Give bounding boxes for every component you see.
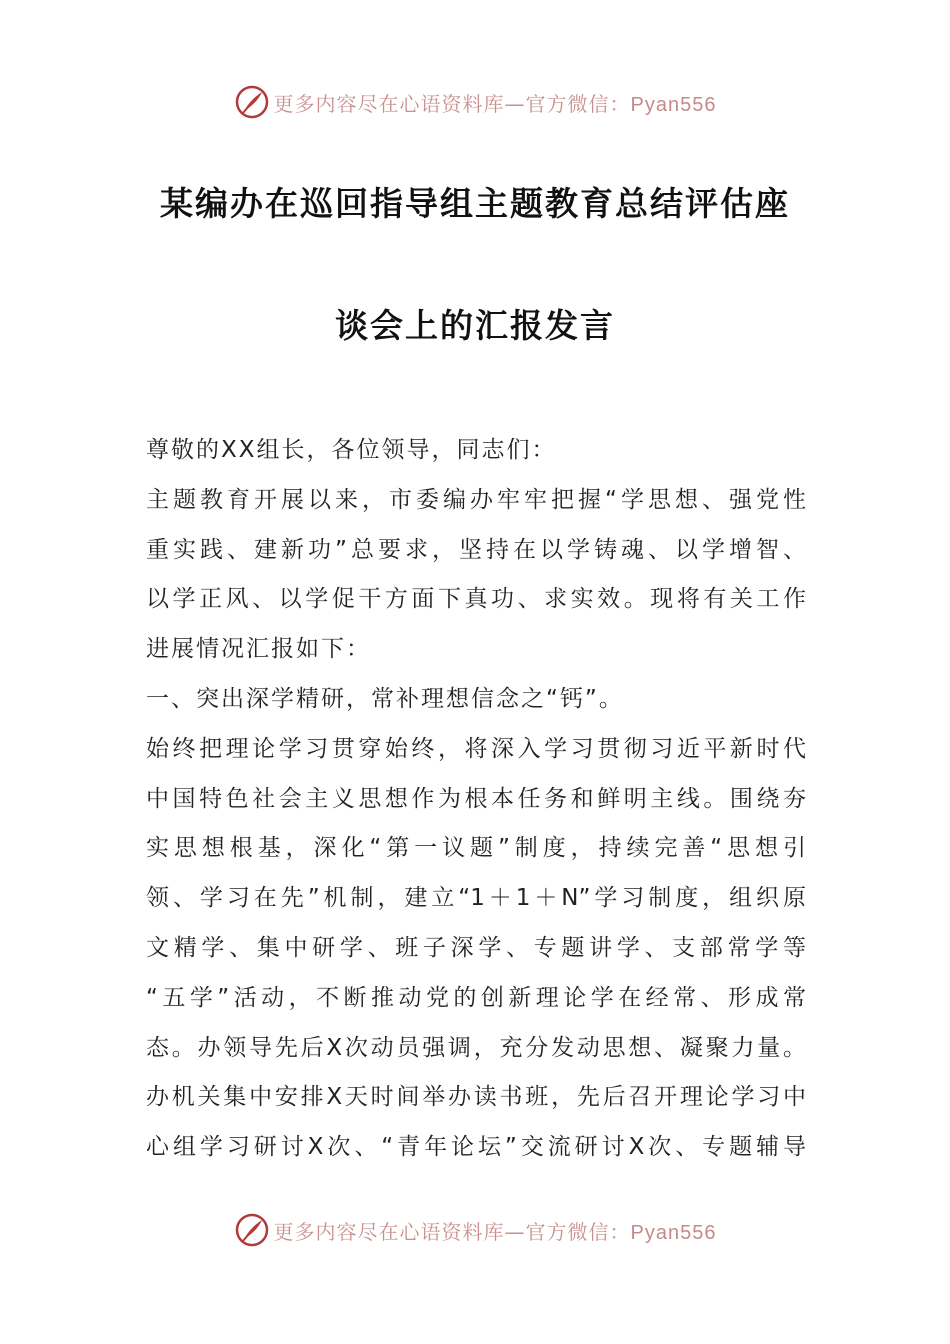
- body-line: 重实践、建新功”总要求，坚持在以学铸魂、以学增智、: [146, 536, 806, 563]
- watermark-banner-top: [0, 80, 950, 124]
- body-line: 以学正风、以学促干方面下真功、求实效。现将有关工作: [146, 586, 806, 613]
- document-title-line-1: 某编办在巡回指导组主题教育总结评估座: [160, 184, 790, 223]
- watermark-text: 更多内容尽在心语资料库—官方微信：Pyan556: [273, 91, 717, 116]
- body-line: “五学”活动，不断推动党的创新理论学在经常、形成常: [146, 984, 806, 1011]
- feather-pen-circle-icon: [234, 1212, 270, 1248]
- body-line: 中国特色社会主义思想作为根本任务和鲜明主线。围绕夯: [146, 785, 806, 812]
- body-line: 心组学习研讨X次、“青年论坛”交流研讨X次、专题辅导: [146, 1134, 806, 1161]
- body-line: 态。办领导先后X次动员强调，充分发动思想、凝聚力量。: [146, 1034, 806, 1061]
- body-line: 尊敬的XX组长，各位领导，同志们：: [146, 437, 557, 463]
- body-line: 办机关集中安排X天时间举办读书班，先后召开理论学习中: [146, 1084, 806, 1111]
- body-line: 进展情况汇报如下：: [146, 636, 371, 663]
- document-body: [146, 426, 806, 1173]
- feather-pen-circle-icon: [234, 84, 270, 120]
- body-line: 文精学、集中研学、班子深学、专题讲学、支部常学等: [146, 934, 806, 961]
- watermark-banner-bottom: [0, 1208, 950, 1252]
- watermark-text: 更多内容尽在心语资料库—官方微信：Pyan556: [273, 1219, 717, 1244]
- body-line: 始终把理论学习贯穿始终，将深入学习贯彻习近平新时代: [146, 735, 806, 762]
- body-line: 领、学习在先”机制，建立“1＋1＋N”学习制度，组织原: [146, 885, 806, 912]
- section-heading: 一、突出深学精研，常补理想信念之“钙”。: [146, 685, 624, 712]
- body-line: 主题教育开展以来，市委编办牢牢把握“学思想、强党性: [146, 486, 806, 513]
- document-title-line-2: 谈会上的汇报发言: [335, 306, 615, 345]
- body-line: 实思想根基，深化“第一议题”制度，持续完善“思想引: [146, 835, 806, 862]
